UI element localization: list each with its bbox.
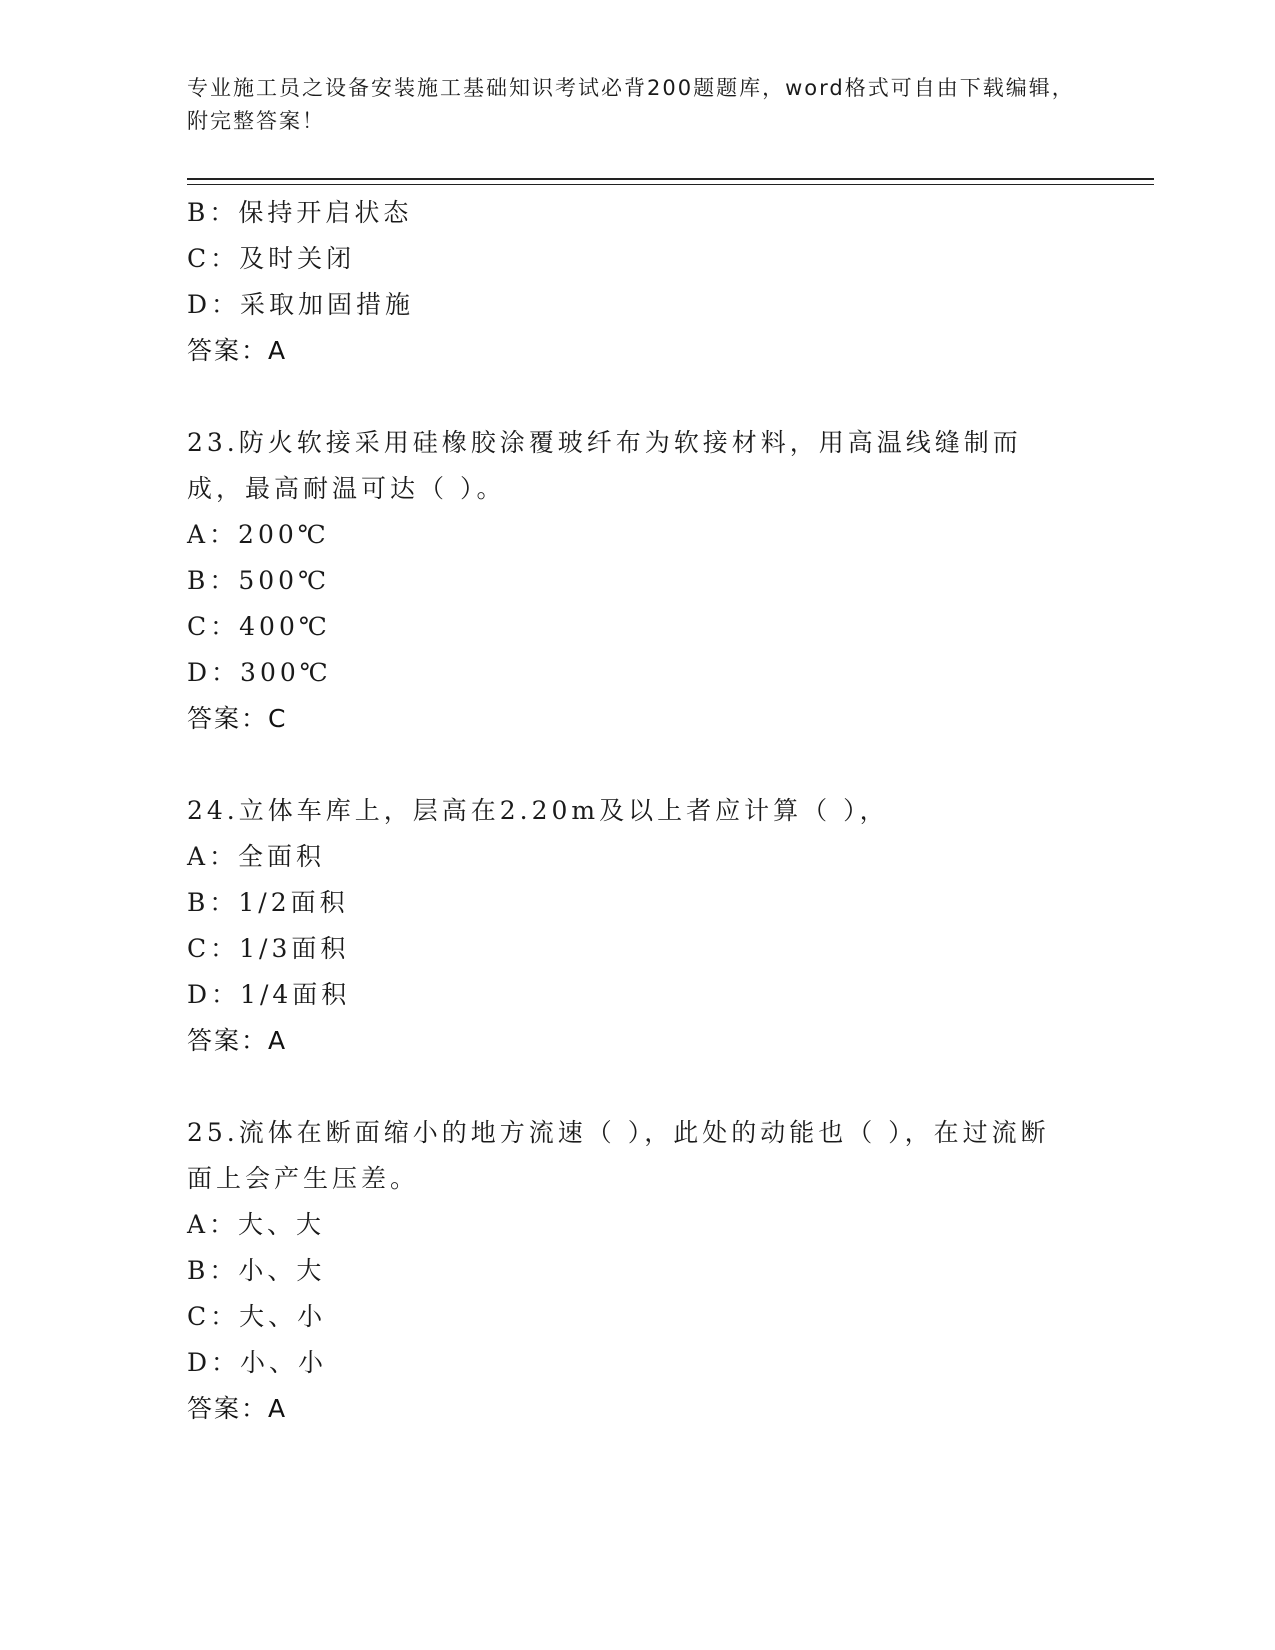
- option-a: A：全面积: [187, 842, 326, 871]
- question-22-continued: [187, 190, 1154, 374]
- question-stem: 25.流体在断面缩小的地方流速（ ），此处的动能也（ ），在过流断面上会产生压差。: [187, 1118, 1050, 1193]
- answer-line: 答案：A: [187, 336, 288, 365]
- answer-line: 答案：A: [187, 1026, 288, 1055]
- answer-line: 答案：C: [187, 704, 288, 733]
- option-d: D：小、小: [187, 1348, 328, 1377]
- question-stem: 23.防火软接采用硅橡胶涂覆玻纤布为软接材料，用高温线缝制而成，最高耐温可达（ ）。: [187, 428, 1022, 503]
- option-b: B：1/2面积: [187, 888, 349, 917]
- option-d: D：采取加固措施: [187, 290, 415, 319]
- question-24: [187, 788, 1154, 1064]
- option-d: D：1/4面积: [187, 980, 351, 1009]
- option-b: B：500℃: [187, 566, 331, 595]
- answer-line: 答案：A: [187, 1394, 288, 1423]
- option-d: D：300℃: [187, 658, 332, 687]
- option-c: C：及时关闭: [187, 244, 356, 273]
- option-b: B：保持开启状态: [187, 198, 413, 227]
- option-a: A：大、大: [187, 1210, 326, 1239]
- page-header: 专业施工员之设备安装施工基础知识考试必背200题题库，word格式可自由下载编辑，附完整答案！: [187, 76, 1075, 133]
- question-25: [187, 1110, 1154, 1432]
- option-a: A：200℃: [187, 520, 330, 549]
- option-c: C：大、小: [187, 1302, 327, 1331]
- question-stem: 24.立体车库上，层高在2.20m及以上者应计算（ ），: [187, 796, 889, 825]
- option-b: B：小、大: [187, 1256, 326, 1285]
- question-23: [187, 420, 1154, 742]
- option-c: C：400℃: [187, 612, 331, 641]
- header-divider: [187, 178, 1154, 185]
- question-list: [187, 190, 1154, 1432]
- option-c: C：1/3面积: [187, 934, 350, 963]
